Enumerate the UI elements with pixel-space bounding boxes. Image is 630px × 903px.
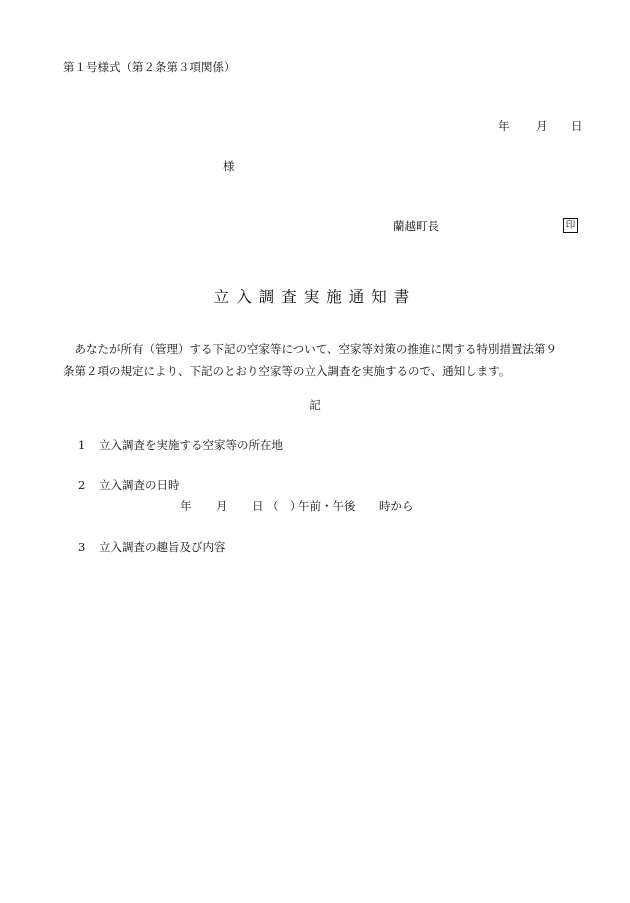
item-location-label: 立入調査を実施する空家等の所在地 — [99, 438, 283, 452]
issuer-name: 蘭越町長 — [393, 219, 439, 233]
datetime-weekday: （ ） — [267, 499, 302, 513]
body-line: あなたが所有（管理）する下記の空家等について、空家等対策の推進に関する特別措置法第９ — [63, 342, 558, 356]
date-month-label: 月 — [536, 119, 548, 133]
item-number: 2 — [78, 478, 86, 492]
datetime-time: 時から — [379, 499, 414, 513]
item-number: 3 — [78, 540, 86, 554]
body-line: 条第２項の規定により、下記のとおり空家等の立入調査を実施するので、通知します。 — [63, 364, 511, 378]
item-number: 1 — [78, 438, 86, 452]
recipient-suffix: 様 — [223, 159, 235, 173]
form-label: 第１号様式（第２条第３項関係） — [63, 60, 236, 74]
datetime-day: 日 — [252, 499, 264, 513]
date-day-label: 日 — [571, 119, 583, 133]
date-year-label: 年 — [498, 119, 510, 133]
datetime-month: 月 — [216, 499, 228, 513]
datetime-year: 年 — [180, 499, 192, 513]
body-paragraph — [63, 338, 583, 382]
ki-heading: 記 — [309, 398, 321, 412]
datetime-period: 午前・午後 — [298, 499, 356, 513]
item-purpose-label: 立入調査の趣旨及び内容 — [99, 540, 226, 554]
item-datetime-label: 立入調査の日時 — [99, 478, 180, 492]
document-title: 立入調査実施通知書 — [213, 288, 417, 306]
seal-mark: 印 — [563, 218, 578, 233]
